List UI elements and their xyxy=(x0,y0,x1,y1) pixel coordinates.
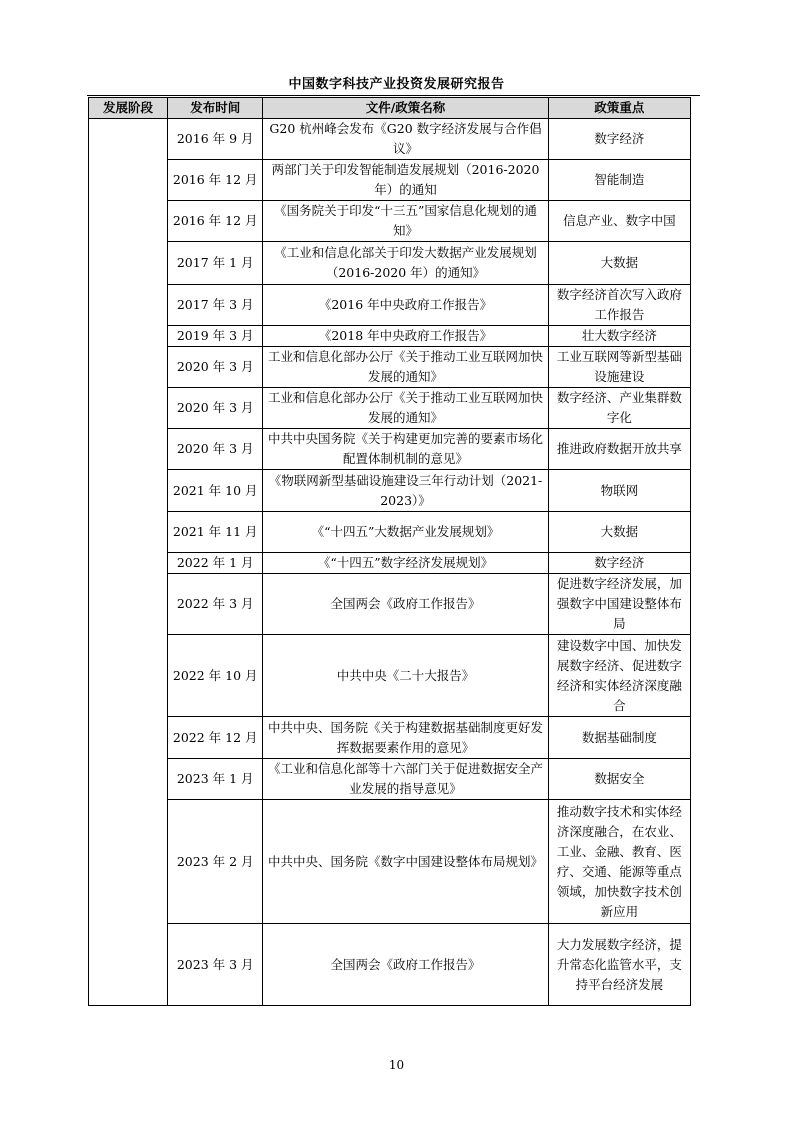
column-header-time: 发布时间 xyxy=(168,98,263,119)
table-row xyxy=(89,326,691,347)
cell-focus: 大数据 xyxy=(548,242,690,285)
cell-time: 2022 年 10 月 xyxy=(168,635,263,717)
cell-time: 2021 年 11 月 xyxy=(168,512,263,553)
table-row xyxy=(89,635,691,717)
table-row xyxy=(89,924,691,1006)
column-header-stage: 发展阶段 xyxy=(89,98,168,119)
page-number: 10 xyxy=(388,1058,405,1072)
cell-time: 2017 年 1 月 xyxy=(168,242,263,285)
cell-focus: 数字经济首次写入政府工作报告 xyxy=(548,285,690,326)
table-row xyxy=(89,759,691,800)
cell-document: 《“十四五”数字经济发展规划》 xyxy=(263,553,548,574)
cell-time: 2020 年 3 月 xyxy=(168,388,263,429)
cell-document: 《2016 年中央政府工作报告》 xyxy=(263,285,548,326)
cell-time: 2022 年 1 月 xyxy=(168,553,263,574)
cell-document: 《“十四五”大数据产业发展规划》 xyxy=(263,512,548,553)
cell-time: 2023 年 2 月 xyxy=(168,800,263,924)
cell-focus: 物联网 xyxy=(548,470,690,512)
table-row xyxy=(89,800,691,924)
cell-document: 《国务院关于印发“十三五”国家信息化规划的通知》 xyxy=(263,201,548,242)
running-header-title: 中国数字科技产业投资发展研究报告 xyxy=(288,77,505,92)
cell-time: 2022 年 12 月 xyxy=(168,717,263,759)
cell-document: G20 杭州峰会发布《G20 数字经济发展与合作倡议》 xyxy=(263,119,548,160)
table-row xyxy=(89,242,691,285)
cell-document: 《2018 年中央政府工作报告》 xyxy=(263,326,548,347)
cell-document: 两部门关于印发智能制造发展规划（2016-2020 年）的通知 xyxy=(263,160,548,201)
table-row xyxy=(89,160,691,201)
table-row xyxy=(89,429,691,470)
cell-document: 中共中央、国务院《数字中国建设整体布局规划》 xyxy=(263,800,548,924)
cell-focus: 推动数字技术和实体经济深度融合，在农业、工业、金融、教育、医疗、交通、能源等重点领域，加快数字技术创新应用 xyxy=(548,800,690,924)
cell-document: 工业和信息化部办公厅《关于推动工业互联网加快发展的通知》 xyxy=(263,388,548,429)
table-row xyxy=(89,717,691,759)
cell-focus: 推进政府数据开放共享 xyxy=(548,429,690,470)
policy-table xyxy=(88,97,691,1006)
cell-focus: 数字经济、产业集群数字化 xyxy=(548,388,690,429)
cell-focus: 数据安全 xyxy=(548,759,690,800)
cell-document: 《工业和信息化部关于印发大数据产业发展规划（2016-2020 年）的通知》 xyxy=(263,242,548,285)
cell-time: 2020 年 3 月 xyxy=(168,429,263,470)
cell-time: 2021 年 10 月 xyxy=(168,470,263,512)
cell-time: 2022 年 3 月 xyxy=(168,574,263,635)
cell-focus: 数字经济 xyxy=(548,553,690,574)
cell-time: 2020 年 3 月 xyxy=(168,347,263,388)
cell-focus: 数字经济 xyxy=(548,119,690,160)
cell-document: 中共中央《二十大报告》 xyxy=(263,635,548,717)
column-header-document: 文件/政策名称 xyxy=(263,98,548,119)
cell-time: 2016 年 9 月 xyxy=(168,119,263,160)
cell-focus: 智能制造 xyxy=(548,160,690,201)
cell-focus: 信息产业、数字中国 xyxy=(548,201,690,242)
cell-time: 2023 年 1 月 xyxy=(168,759,263,800)
cell-time: 2019 年 3 月 xyxy=(168,326,263,347)
cell-document: 《工业和信息化部等十六部门关于促进数据安全产业发展的指导意见》 xyxy=(263,759,548,800)
cell-focus: 壮大数字经济 xyxy=(548,326,690,347)
table-row xyxy=(89,201,691,242)
table-row xyxy=(89,574,691,635)
cell-focus: 数据基础制度 xyxy=(548,717,690,759)
column-header-focus: 政策重点 xyxy=(548,98,690,119)
table-row xyxy=(89,285,691,326)
cell-focus: 大数据 xyxy=(548,512,690,553)
cell-document: 中共中央、国务院《关于构建数据基础制度更好发挥数据要素作用的意见》 xyxy=(263,717,548,759)
cell-time: 2017 年 3 月 xyxy=(168,285,263,326)
cell-document: 全国两会《政府工作报告》 xyxy=(263,574,548,635)
cell-focus: 建设数字中国、加快发展数字经济、促进数字经济和实体经济深度融合 xyxy=(548,635,690,717)
table-header-row xyxy=(89,98,691,119)
cell-focus: 促进数字经济发展，加强数字中国建设整体布局 xyxy=(548,574,690,635)
cell-focus: 大力发展数字经济，提升常态化监管水平，支持平台经济发展 xyxy=(548,924,690,1006)
stage-cell xyxy=(89,119,168,1006)
cell-document: 工业和信息化部办公厅《关于推动工业互联网加快发展的通知》 xyxy=(263,347,548,388)
table-row xyxy=(89,347,691,388)
cell-document: 《物联网新型基础设施建设三年行动计划（2021-2023）》 xyxy=(263,470,548,512)
table-row xyxy=(89,119,691,160)
header-rule xyxy=(87,95,700,96)
cell-document: 全国两会《政府工作报告》 xyxy=(263,924,548,1006)
table-row xyxy=(89,388,691,429)
table-row xyxy=(89,553,691,574)
cell-time: 2016 年 12 月 xyxy=(168,201,263,242)
table-row xyxy=(89,470,691,512)
cell-time: 2016 年 12 月 xyxy=(168,160,263,201)
table-row xyxy=(89,512,691,553)
cell-time: 2023 年 3 月 xyxy=(168,924,263,1006)
cell-document: 中共中央国务院《关于构建更加完善的要素市场化配置体制机制的意见》 xyxy=(263,429,548,470)
cell-focus: 工业互联网等新型基础设施建设 xyxy=(548,347,690,388)
